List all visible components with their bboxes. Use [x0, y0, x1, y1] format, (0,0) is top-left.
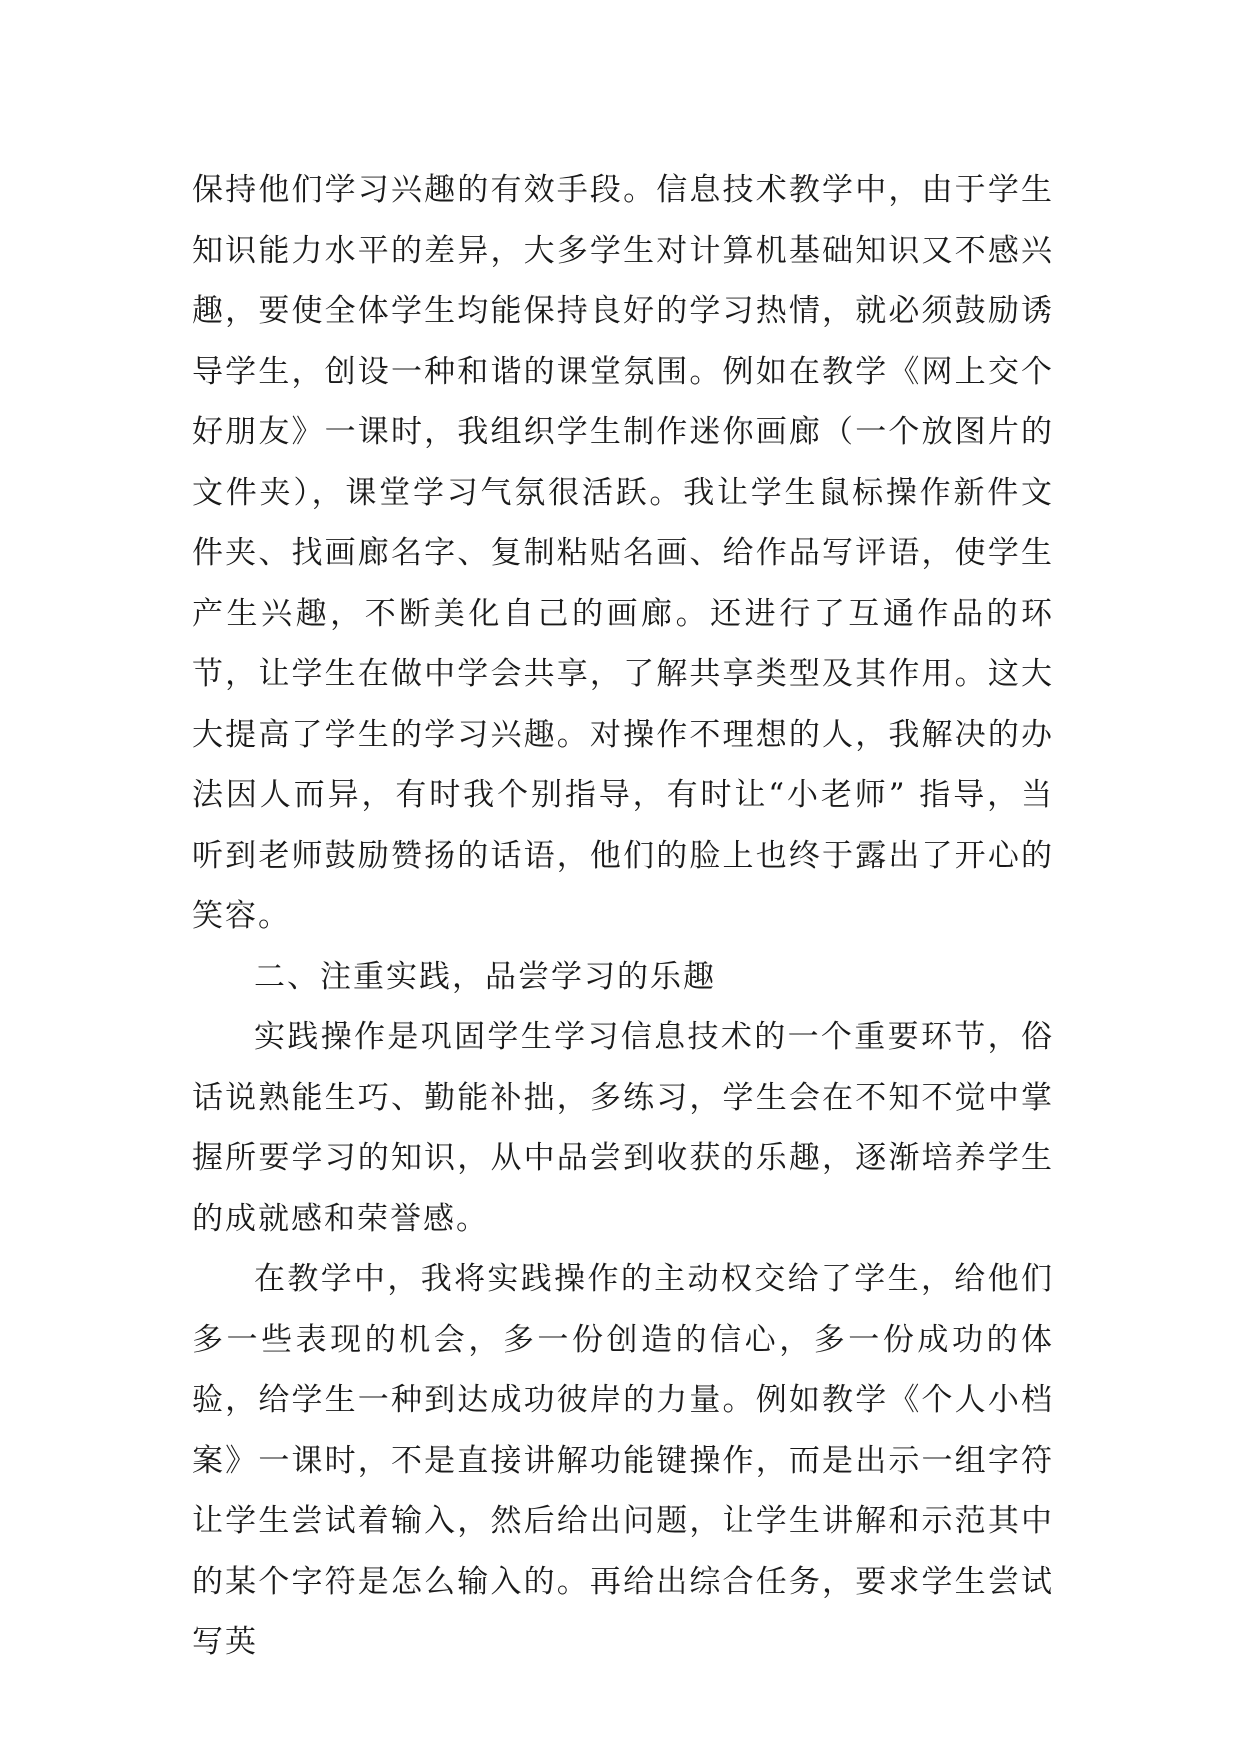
- paragraph-practice: 实践操作是巩固学生学习信息技术的一个重要环节，俗话说熟能生巧、勤能补拙，多练习，学生会在不知不觉中掌握所要学习的知识，从中品尝到收获的乐趣，逐渐培养学生的成就感和荣誉感。: [192, 1019, 1054, 1237]
- paragraph-continuation: 保持他们学习兴趣的有效手段。信息技术教学中，由于学生知识能力水平的差异，大多学生对计算机基础知识又不感兴趣，要使全体学生均能保持良好的学习热情，就必须鼓励诱导学生，创设一种和谐的课堂氛围。例如在教学《网上交个好朋友》一课时，我组织学生制作迷你画廊（一个放图片的文件夹），课堂学习气氛很活跃。我让学生鼠标操作新件文件夹、找画廊名字、复制粘贴名画、给作品写评语，使学生产生兴趣，不断美化自己的画廊。还进行了互通作品的环节，让学生在做中学会共享，了解共享类型及其作用。这大大提高了学生的学习兴趣。对操作不理想的人，我解决的办法因人而异，有时我个别指导，有时让“小老师” 指导，当听到老师鼓励赞扬的话语，他们的脸上也终于露出了开心的笑容。: [192, 172, 1054, 934]
- paragraph-teaching: 在教学中，我将实践操作的主动权交给了学生，给他们多一些表现的机会，多一份创造的信心，多一份成功的体验，给学生一种到达成功彼岸的力量。例如教学《个人小档案》一课时，不是直接讲解功能键操作，而是出示一组字符让学生尝试着输入，然后给出问题，让学生讲解和示范其中的某个字符是怎么输入的。再给出综合任务，要求学生尝试写英: [192, 1261, 1054, 1660]
- section-heading: 二、注重实践，品尝学习的乐趣: [254, 958, 716, 995]
- document-body: [192, 160, 1054, 1673]
